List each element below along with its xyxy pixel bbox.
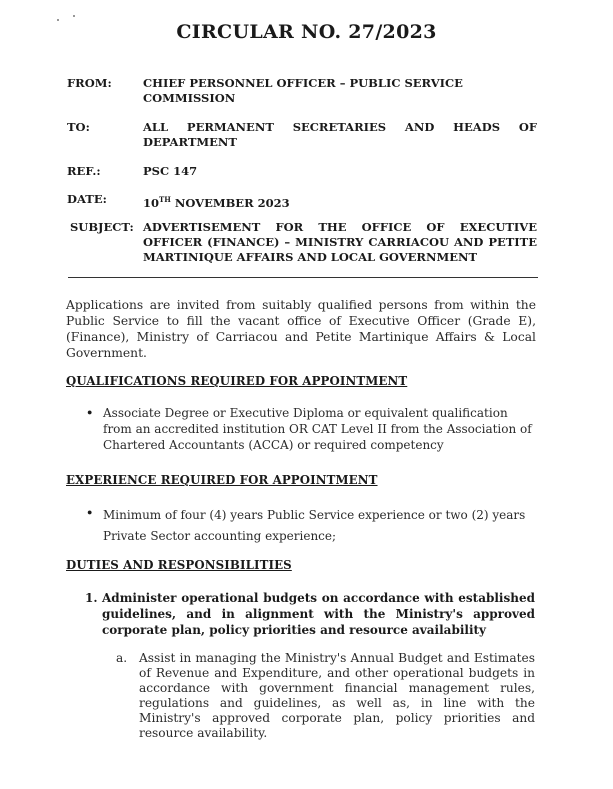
from-value: CHIEF PERSONNEL OFFICER – PUBLIC SERVICE COMMISSION — [143, 76, 463, 105]
document-title: CIRCULAR NO. 27/2023 — [176, 21, 437, 43]
duty-item: Administer operational budgets on accordance with established guidelines, and in alignment with the Ministry's approved corporate plan, policy priorities and resource availability — [102, 591, 535, 637]
bullet-icon: ● — [87, 507, 93, 517]
bullet-icon: ● — [87, 407, 93, 417]
experience-heading: EXPERIENCE REQUIRED FOR APPOINTMENT — [66, 473, 378, 487]
subitem-text: Assist in managing the Ministry's Annual Budget and Estimates of Revenue and Expenditure, and other operational budgets in accordance with government financial management rules, regulations and guidelines, as well as, in line with the Ministry's approved corporate plan, policy priorities and resource availability. — [139, 651, 535, 740]
header-divider — [68, 277, 538, 278]
date-value — [143, 192, 537, 211]
ref-value: PSC 147 — [143, 164, 198, 178]
experience-item: Minimum of four (4) years Public Service experience or two (2) years Private Sector accounting experience; — [103, 508, 526, 543]
subject-label: SUBJECT: — [70, 220, 134, 234]
from-label: FROM: — [67, 76, 112, 90]
date-suffix: TH — [159, 195, 171, 204]
date-day: 10 — [143, 195, 160, 210]
date-label: DATE: — [67, 192, 107, 206]
intro-paragraph: Applications are invited from suitably qualified persons from within the Public Service to fill the vacant office of Executive Officer (Grade E), (Finance), Ministry of Carriacou and Petite Martinique Affairs & Local Government. — [66, 298, 536, 360]
ref-label: REF.: — [67, 164, 101, 178]
to-value: ALL PERMANENT SECRETARIES AND HEADS OF DEPARTMENT — [143, 120, 537, 149]
subject-value: ADVERTISEMENT FOR THE OFFICE OF EXECUTIVE OFFICER (FINANCE) – MINISTRY CARRIACOU AND PETITE MARTINIQUE AFFAIRS AND LOCAL GOVERNMENT — [143, 220, 537, 264]
date-rest: NOVEMBER 2023 — [170, 195, 290, 210]
to-label: TO: — [67, 120, 90, 134]
qualifications-heading: QUALIFICATIONS REQUIRED FOR APPOINTMENT — [66, 374, 408, 388]
subitem-letter: a. — [116, 651, 128, 665]
scan-speck — [73, 15, 75, 17]
qualification-item: Associate Degree or Executive Diploma or equivalent qualification from an accredited institution OR CAT Level II from the Association of Chartered Accountants (ACCA) or required competency — [103, 406, 532, 452]
duty-number: 1. — [85, 591, 98, 605]
duties-heading: DUTIES AND RESPONSIBILITIES — [66, 558, 292, 572]
